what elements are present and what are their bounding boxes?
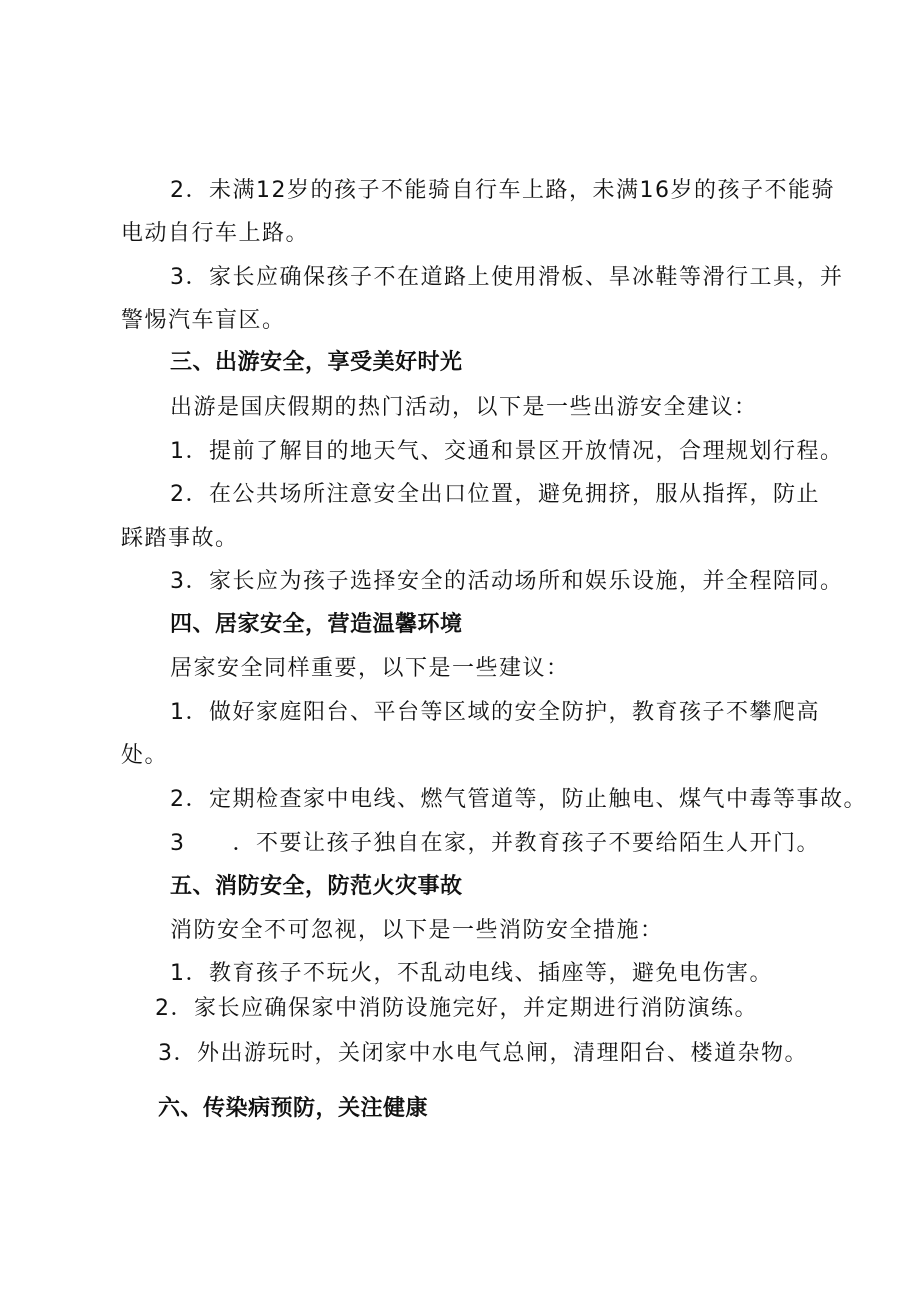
paragraph-line: 2．定期检查家中电线、燃气管道等，防止触电、煤气中毒等事故。: [170, 787, 867, 812]
paragraph-line: 2．在公共场所注意安全出口位置，避免拥挤，服从指挥，防止: [170, 482, 820, 507]
paragraph-line: 居家安全同样重要，以下是一些建议：: [170, 656, 570, 681]
paragraph-line: 2．家长应确保家中消防设施完好，并定期进行消防演练。: [155, 996, 758, 1021]
section-heading: 三、出游安全，享受美好时光: [170, 350, 463, 375]
paragraph-line: 出游是国庆假期的热门活动，以下是一些出游安全建议：: [170, 395, 758, 420]
section-heading: 六、传染病预防，关注健康: [158, 1096, 429, 1121]
paragraph-line: 2．未满12岁的孩子不能骑自行车上路，未满16岁的孩子不能骑: [170, 178, 835, 203]
paragraph-line: 电动自行车上路。: [121, 221, 310, 246]
paragraph-line: 警惕汽车盲区。: [121, 308, 286, 333]
paragraph-line: 1．提前了解目的地天气、交通和景区开放情况，合理规划行程。: [170, 439, 844, 464]
paragraph-line: 踩踏事故。: [121, 526, 239, 551]
paragraph-line: 3．家长应确保孩子不在道路上使用滑板、旱冰鞋等滑行工具，并: [170, 265, 844, 290]
section-heading: 五、消防安全，防范火灾事故: [170, 874, 463, 899]
section-heading: 四、居家安全，营造温馨环境: [170, 612, 463, 637]
paragraph-line: 1．教育孩子不玩火，不乱动电线、插座等，避免电伤害。: [170, 961, 773, 986]
paragraph-line: 1．做好家庭阳台、平台等区域的安全防护，教育孩子不攀爬高: [170, 700, 820, 725]
paragraph-line: 处。: [121, 743, 169, 768]
paragraph-line: 3．外出游玩时，关闭家中水电气总闸，清理阳台、楼道杂物。: [158, 1041, 808, 1066]
paragraph-line: 3 ．不要让孩子独自在家，并教育孩子不要给陌生人开门。: [170, 831, 820, 856]
paragraph-line: 消防安全不可忽视，以下是一些消防安全措施：: [170, 918, 664, 943]
paragraph-line: 3．家长应为孩子选择安全的活动场所和娱乐设施，并全程陪同。: [170, 569, 844, 594]
